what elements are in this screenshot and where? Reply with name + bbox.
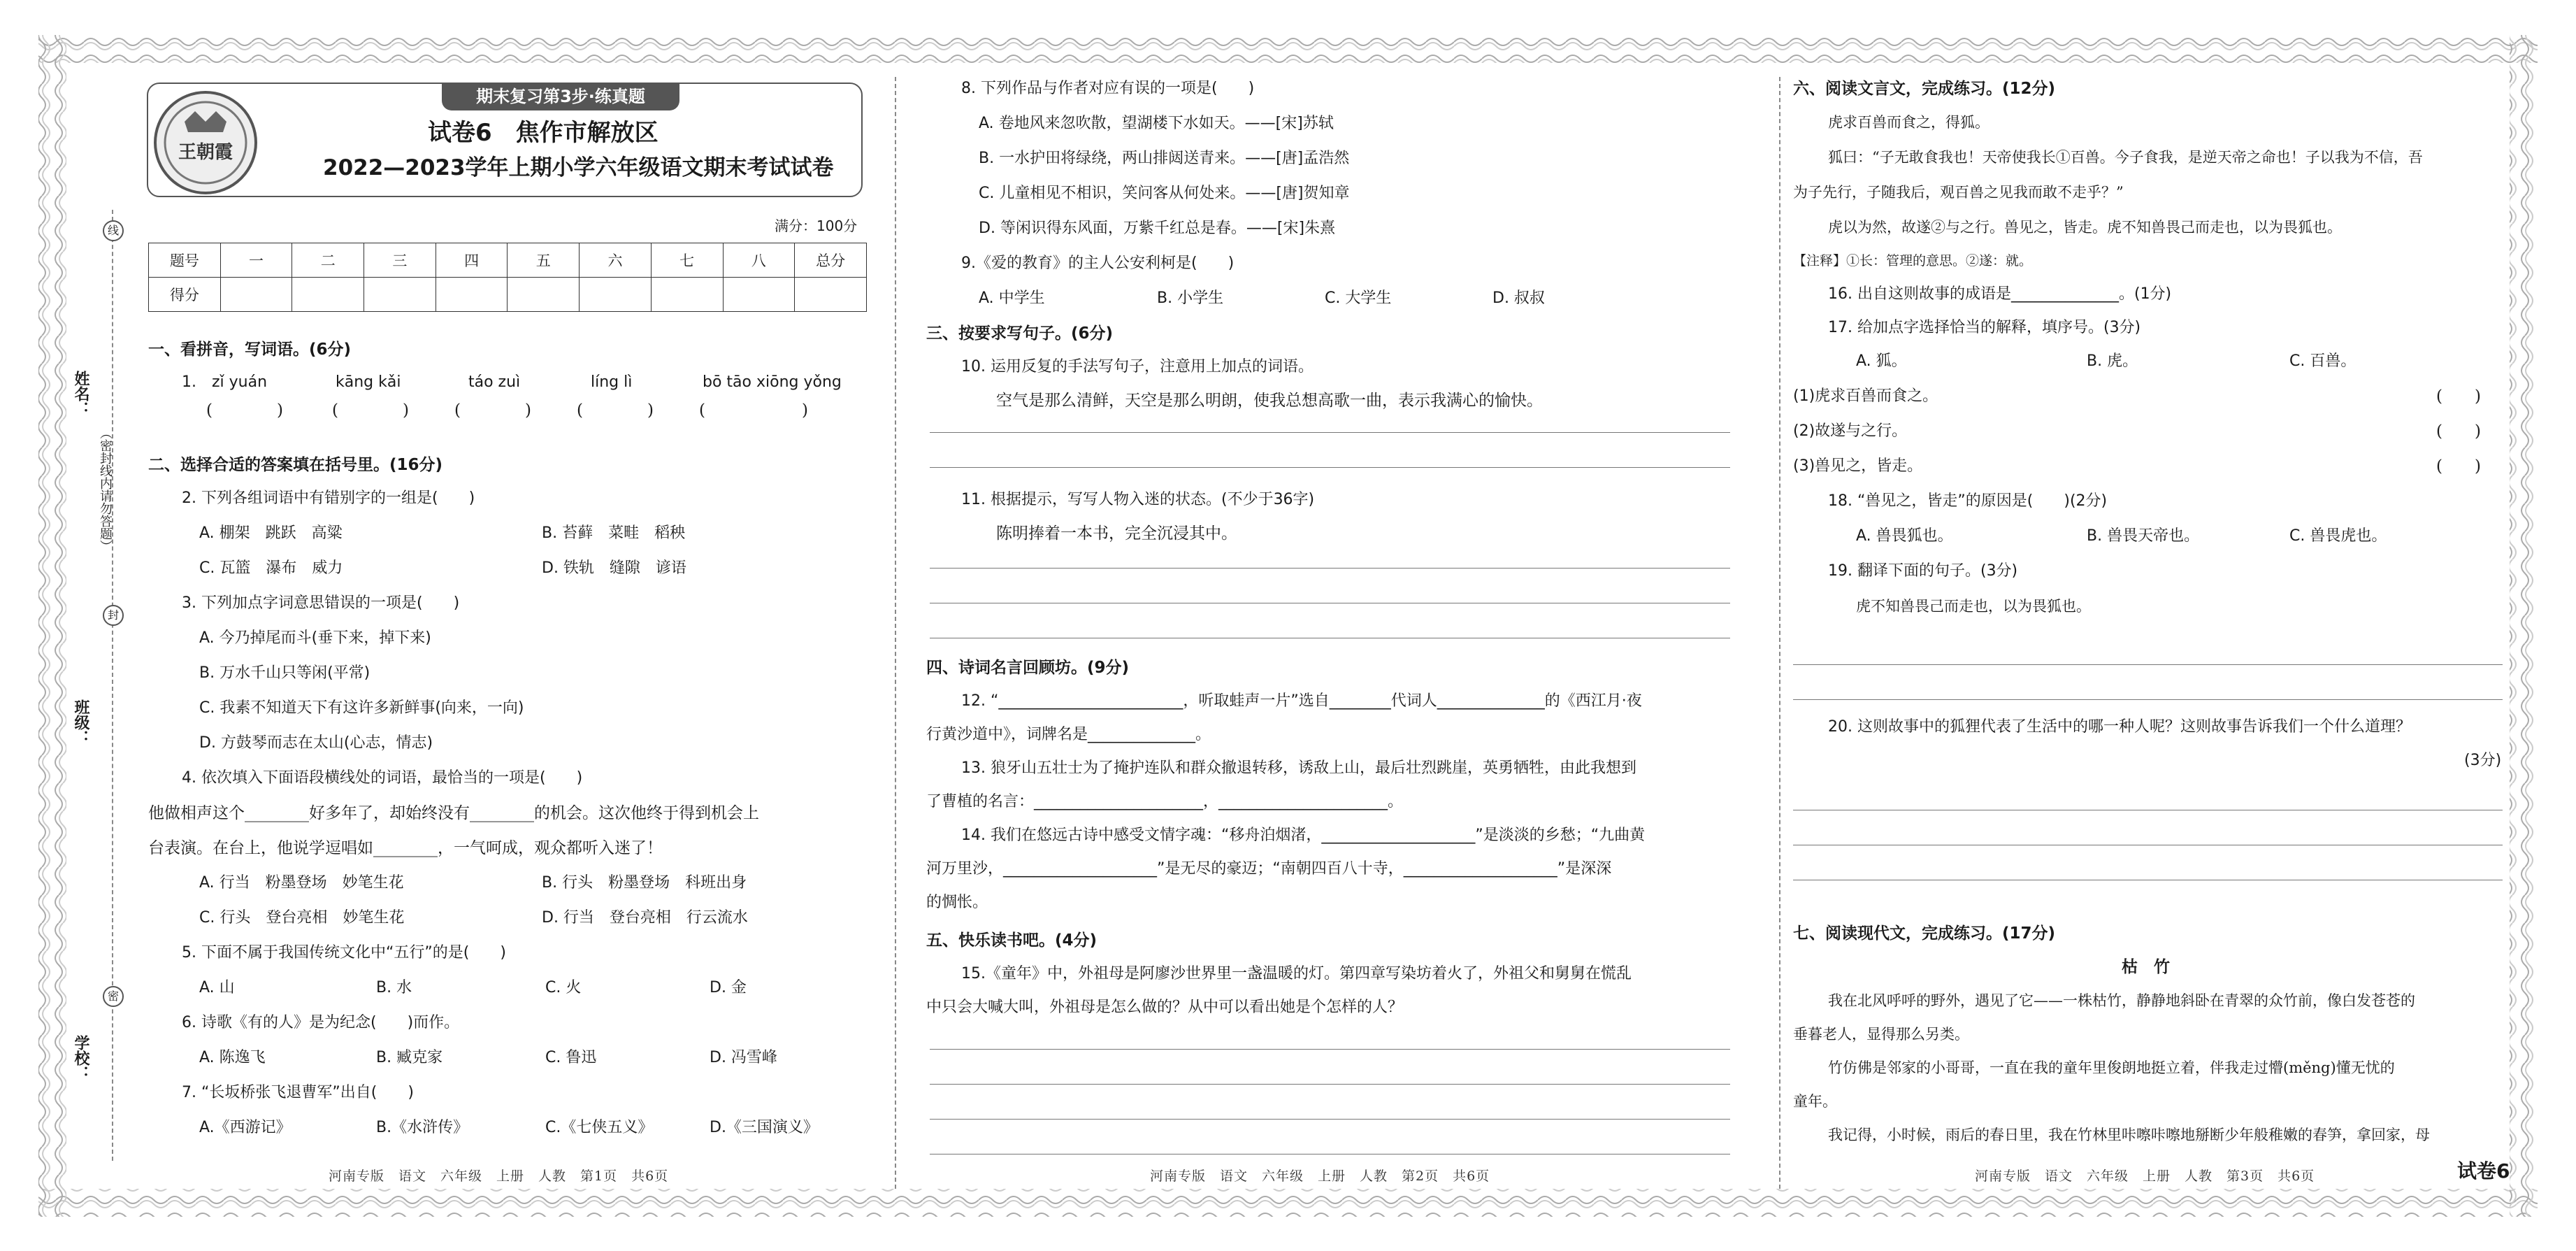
option[interactable]: A. 卷地风来忽吹散，望湖楼下水如天。——[宋]苏轼 xyxy=(979,115,1334,132)
seal-note: （密封线内请勿答题） xyxy=(98,427,113,552)
annotation-note: 【注释】①长：管理的意思。②遂：就。 xyxy=(1793,253,2033,269)
section-5-heading: 五、快乐读书吧。(4分) xyxy=(926,931,1098,950)
pinyin: 1. zǐ yuán xyxy=(182,373,268,391)
question-16: 16. 出自这则故事的成语是______________。(1分) xyxy=(1828,285,2172,303)
question-14: 14. 我们在悠远古诗中感受文情字魂：“移舟泊烟渚，____________________”是淡淡的乡愁；“九曲黄 xyxy=(961,827,1646,844)
option[interactable]: C. 大学生 xyxy=(1325,289,1392,307)
option[interactable]: B. 行头 粉墨登场 科班出身 xyxy=(542,874,747,892)
score-cell[interactable] xyxy=(723,278,795,312)
article-line: 童年。 xyxy=(1793,1093,1837,1110)
option[interactable]: B. 虎。 xyxy=(2087,352,2138,370)
answer-box[interactable]: ( ) xyxy=(454,401,531,420)
question-6: 6. 诗歌《有的人》是为纪念( )而作。 xyxy=(182,1014,460,1031)
class-label: 班级： xyxy=(72,699,89,745)
option[interactable]: D. 金 xyxy=(710,979,747,996)
exam-title: 试卷6 焦作市解放区 xyxy=(428,119,659,147)
name-label: 姓名： xyxy=(72,371,89,417)
article-line: 我记得，小时候，雨后的春日里，我在竹林里咔嚓咔嚓地掰断少年般稚嫩的春笋，拿回家，母 xyxy=(1828,1127,2430,1143)
question-4: 4. 依次填入下面语段横线处的词语，最恰当的一项是( ) xyxy=(182,769,583,787)
page-footer: 河南专版 语文 六年级 上册 人教 第2页 共6页 xyxy=(1150,1168,1490,1184)
option[interactable]: A. 棚架 跳跃 高粱 xyxy=(199,524,343,542)
answer-line[interactable] xyxy=(1793,664,2503,665)
answer-line[interactable] xyxy=(930,568,1730,569)
option[interactable]: C. 我素不知道天下有这许多新鲜事(向来，一向) xyxy=(199,699,524,717)
pinyin: bō tāo xiōng yǒng xyxy=(703,373,842,391)
score-header-cell: 七 xyxy=(651,243,723,278)
section-1-heading: 一、看拼音，写词语。(6分) xyxy=(148,341,352,359)
option[interactable]: C. 瓦篮 瀑布 威力 xyxy=(199,559,343,577)
article-line: 竹仿佛是邻家的小哥哥，一直在我的童年里俊朗地挺立着，伴我走过懵(měng)懂无忧的 xyxy=(1828,1059,2395,1076)
answer-box[interactable]: ( ) xyxy=(332,401,409,420)
page-footer: 河南专版 语文 六年级 上册 人教 第3页 共6页 xyxy=(1975,1168,2315,1184)
question-11: 11. 根据提示，写写人物入迷的状态。(不少于36字) xyxy=(961,491,1315,508)
option[interactable]: C. 百兽。 xyxy=(2289,352,2356,370)
classical-text-line: 虎求百兽而食之，得狐。 xyxy=(1828,114,1989,131)
classical-text-line: 狐曰：“子无敢食我也！天帝使我长①百兽。今子食我，是逆天帝之命也！子以我为不信，吾 xyxy=(1828,149,2423,166)
option[interactable]: A. 山 xyxy=(199,979,235,996)
full-score: 满分：100分 xyxy=(775,217,858,234)
answer-paren[interactable]: ( ) xyxy=(2436,422,2481,441)
option[interactable]: A.《西游记》 xyxy=(199,1119,292,1136)
score-cell[interactable] xyxy=(795,278,867,312)
question-19: 19. 翻译下面的句子。(3分) xyxy=(1828,562,2018,580)
score-cell[interactable] xyxy=(436,278,508,312)
binding-margin xyxy=(66,210,129,1161)
question-15: 中只会大喊大叫，外祖母是怎么做的？从中可以看出她是个怎样的人？ xyxy=(926,999,1404,1016)
question-13: 了曹植的名言：______________________，______________________。 xyxy=(926,793,1404,810)
answer-box[interactable]: ( ) xyxy=(699,401,808,420)
answer-paren[interactable]: ( ) xyxy=(2436,457,2481,476)
score-cell[interactable] xyxy=(364,278,436,312)
option[interactable]: B. 苔藓 菜畦 稻秧 xyxy=(542,524,686,542)
page-1 xyxy=(140,70,867,1189)
score-header-cell: 三 xyxy=(364,243,436,278)
option[interactable]: A. 狐。 xyxy=(1856,352,1907,370)
option[interactable]: A. 中学生 xyxy=(979,289,1045,307)
option[interactable]: D. 等闲识得东风面，万紫千红总是春。——[宋]朱熹 xyxy=(979,220,1336,237)
option[interactable]: D. 行当 登台亮相 行云流水 xyxy=(542,909,748,927)
page-tag: 试卷6 xyxy=(2457,1159,2510,1182)
score-header-cell: 四 xyxy=(436,243,508,278)
option[interactable]: D.《三国演义》 xyxy=(710,1119,819,1136)
page-2 xyxy=(926,70,1765,1189)
score-row-label: 得分 xyxy=(149,278,221,312)
pinyin: táo zuì xyxy=(468,373,521,391)
option[interactable]: C. 火 xyxy=(545,979,582,996)
publisher-logo xyxy=(154,91,257,194)
option[interactable]: B.《水浒传》 xyxy=(376,1119,469,1136)
answer-line[interactable] xyxy=(930,432,1730,433)
score-header-cell: 六 xyxy=(580,243,652,278)
section-7-heading: 七、阅读现代文，完成练习。(17分) xyxy=(1793,924,2056,943)
classical-text-line: 为子先行，子随我后，观百兽之见我而敢不走乎？” xyxy=(1793,184,2124,201)
exam-subtitle: 2022—2023学年上期小学六年级语文期末考试试卷 xyxy=(323,155,834,180)
option[interactable]: A. 今乃掉尾而斗(垂下来，掉下来) xyxy=(199,629,431,647)
question-13: 13. 狼牙山五壮士为了掩护连队和群众撤退转移，诱敌上山，最后壮烈跳崖，英勇牺牲，由此我想到 xyxy=(961,759,1636,777)
option[interactable]: D. 叔叔 xyxy=(1492,289,1545,307)
question-14: 的惆怅。 xyxy=(926,894,988,911)
classical-text-line: 虎以为然，故遂②与之行。兽见之，皆走。虎不知兽畏己而走也，以为畏狐也。 xyxy=(1828,219,2342,236)
answer-box[interactable]: ( ) xyxy=(577,401,654,420)
score-cell[interactable] xyxy=(580,278,652,312)
question-5: 5. 下面不属于我国传统文化中“五行”的是( ) xyxy=(182,944,506,962)
sub-item: (1)虎求百兽而食之。 xyxy=(1793,387,1938,405)
option[interactable]: D. 铁轨 缝隙 谚语 xyxy=(542,559,686,577)
passage-line: 台表演。在台上，他说学逗唱如________，一气呵成，观众都听入迷了！ xyxy=(148,839,663,857)
score-header-cell: 二 xyxy=(292,243,364,278)
score-cell[interactable] xyxy=(220,278,292,312)
option[interactable]: C. 兽畏虎也。 xyxy=(2289,527,2387,545)
answer-line[interactable] xyxy=(930,467,1730,468)
question-10: 10. 运用反复的手法写句子，注意用上加点的词语。 xyxy=(961,358,1314,376)
review-banner: 期末复习第3步·练真题 xyxy=(442,83,679,110)
article-line: 垂暮老人，显得那么另类。 xyxy=(1793,1026,1969,1043)
page-3 xyxy=(1793,70,2510,1189)
binding-mark-seal: 封 xyxy=(103,605,124,626)
answer-line[interactable] xyxy=(930,1049,1730,1050)
question-9: 9.《爱的教育》的主人公安利柯是( ) xyxy=(961,255,1235,272)
answer-line[interactable] xyxy=(1793,699,2503,700)
score-note: (3分) xyxy=(2464,752,2502,769)
answer-paren[interactable]: ( ) xyxy=(2436,387,2481,406)
question-14: 河万里沙，____________________”是无尽的豪迈；“南朝四百八十寺，____________________”是深深 xyxy=(926,860,1612,878)
sub-item: (2)故遂与之行。 xyxy=(1793,422,1908,440)
section-3-heading: 三、按要求写句子。(6分) xyxy=(926,324,1114,343)
question-17: 17. 给加点字选择恰当的解释，填序号。(3分) xyxy=(1828,319,2141,336)
answer-line[interactable] xyxy=(930,1084,1730,1085)
question-12: 行黄沙道中》，词牌名是______________。 xyxy=(926,726,1211,743)
option[interactable]: D. 冯雪峰 xyxy=(710,1049,777,1066)
score-table xyxy=(148,243,867,312)
option[interactable]: A. 陈逸飞 xyxy=(199,1049,266,1066)
answer-box[interactable]: ( ) xyxy=(206,401,283,420)
exam-header xyxy=(147,83,863,197)
binding-mark-line: 线 xyxy=(103,220,124,241)
option[interactable]: B. 水 xyxy=(376,979,412,996)
school-label: 学校： xyxy=(72,1035,89,1081)
score-header-cell: 题号 xyxy=(149,243,221,278)
answer-line[interactable] xyxy=(930,1119,1730,1120)
option[interactable]: C. 鲁迅 xyxy=(545,1049,597,1066)
option[interactable]: A. 兽畏狐也。 xyxy=(1856,527,1953,545)
question-18: 18. “兽见之，皆走”的原因是( )(2分) xyxy=(1828,492,2108,510)
score-cell[interactable] xyxy=(651,278,723,312)
option[interactable]: B. 小学生 xyxy=(1157,289,1224,307)
question-12: 12. “________________________，听取蛙声一片”选自________代词人______________的《西江月·夜 xyxy=(961,692,1642,710)
pinyin: kāng kǎi xyxy=(336,373,401,391)
column-divider xyxy=(1779,77,1780,1189)
option[interactable]: B. 万水千山只等闲(平常) xyxy=(199,664,370,682)
score-header-cell: 总分 xyxy=(795,243,867,278)
option[interactable]: B. 兽畏天帝也。 xyxy=(2087,527,2200,545)
option[interactable]: C.《七侠五义》 xyxy=(545,1119,654,1136)
svg-text:王朝霞: 王朝霞 xyxy=(178,142,233,163)
question-8: 8. 下列作品与作者对应有误的一项是( ) xyxy=(961,80,1255,97)
section-6-heading: 六、阅读文言文，完成练习。(12分) xyxy=(1793,80,2056,98)
passage-line: 他做相声这个________好多年了，却始终没有________的机会。这次他终于得到机会上 xyxy=(148,804,759,822)
score-header-cell: 八 xyxy=(723,243,795,278)
question-3: 3. 下列加点字词意思错误的一项是( ) xyxy=(182,594,460,612)
article-line: 我在北风呼呼的野外，遇见了它——一株枯竹，静静地斜卧在青翠的众竹前，像白发苍苍的 xyxy=(1828,992,2415,1009)
prompt-sentence: 空气是那么清鲜，天空是那么明朗，使我总想高歌一曲，表示我满心的愉快。 xyxy=(996,392,1543,410)
prompt-sentence: 陈明捧着一本书，完全沉浸其中。 xyxy=(996,524,1237,543)
column-divider xyxy=(895,77,896,1189)
prompt-sentence: 虎不知兽畏己而走也，以为畏狐也。 xyxy=(1856,598,2091,615)
sub-item: (3)兽见之，皆走。 xyxy=(1793,457,1923,475)
score-cell[interactable] xyxy=(508,278,580,312)
question-2: 2. 下列各组词语中有错别字的一组是( ) xyxy=(182,489,475,507)
logo-emblem-icon xyxy=(157,94,254,192)
article-title: 枯 竹 xyxy=(2122,958,2170,976)
option[interactable]: A. 行当 粉墨登场 妙笔生花 xyxy=(199,874,404,892)
option[interactable]: B. 一水护田将绿绕，两山排闼送青来。——[唐]孟浩然 xyxy=(979,150,1350,167)
binding-mark-secret: 密 xyxy=(103,986,124,1007)
score-header-cell: 五 xyxy=(508,243,580,278)
pinyin: líng lì xyxy=(591,373,633,391)
option[interactable]: B. 臧克家 xyxy=(376,1049,443,1066)
option[interactable]: D. 方鼓琴而志在太山(心志，情志) xyxy=(199,734,433,752)
section-4-heading: 四、诗词名言回顾坊。(9分) xyxy=(926,659,1130,677)
option[interactable]: C. 行头 登台亮相 妙笔生花 xyxy=(199,909,405,927)
answer-line[interactable] xyxy=(930,1154,1730,1155)
score-cell[interactable] xyxy=(292,278,364,312)
question-15: 15.《童年》中，外祖母是阿廖沙世界里一盏温暖的灯。第四章写染坊着火了，外祖父和舅舅在慌乱 xyxy=(961,965,1632,982)
section-2-heading: 二、选择合适的答案填在括号里。(16分) xyxy=(148,456,443,474)
binding-line xyxy=(112,210,113,1161)
question-7: 7. “长坂桥张飞退曹军”出自( ) xyxy=(182,1084,414,1101)
option[interactable]: C. 儿童相见不相识，笑问客从何处来。——[唐]贺知章 xyxy=(979,185,1350,202)
question-20: 20. 这则故事中的狐狸代表了生活中的哪一种人呢？这则故事告诉我们一个什么道理？ xyxy=(1828,718,2411,736)
score-header-cell: 一 xyxy=(220,243,292,278)
page-footer: 河南专版 语文 六年级 上册 人教 第1页 共6页 xyxy=(329,1168,669,1184)
